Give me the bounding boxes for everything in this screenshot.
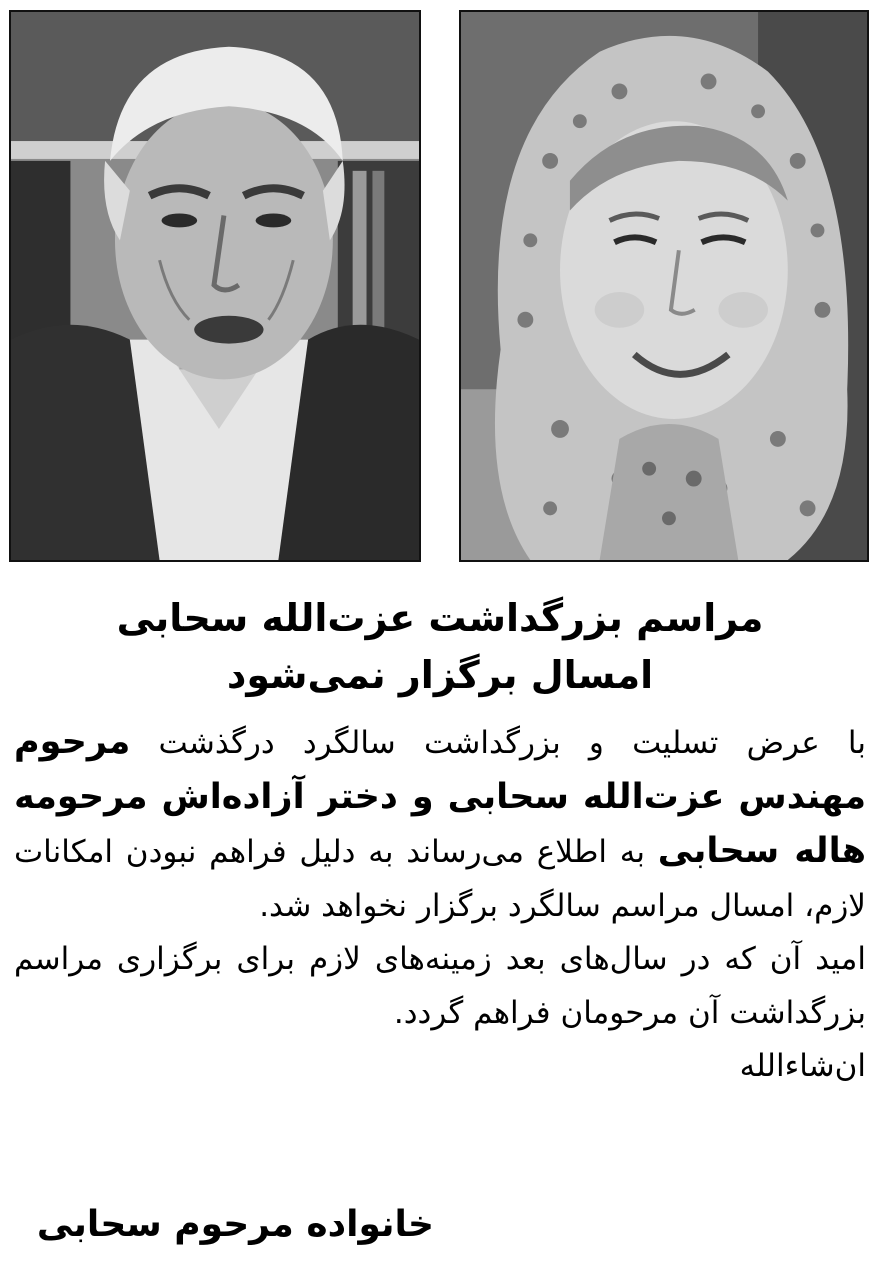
headline-line-1: مراسم بزرگداشت عزت‌الله سحابی [116,596,764,640]
announcement-paragraph-3: ان‌شاءالله [739,1048,866,1084]
portrait-photo-woman [459,10,869,562]
headline-line-2: امسال برگزار نمی‌شود [226,653,654,697]
deceased-names: مرحوم مهندس عزت‌الله سحابی و دختر آزاده‌اش مرحومه هاله سحابی [14,722,866,871]
paragraph-1-rest: به اطلاع می‌رساند به دلیل فراهم نبودن امکانات لازم، امسال مراسم سالگرد برگزار نخواهد شد. [14,834,866,924]
portrait-man-image [11,12,419,560]
announcement-body [14,716,866,1094]
paragraph-1-lead: با عرض تسلیت و بزرگداشت سالگرد درگذشت [130,725,866,761]
announcement-paragraph-1 [14,716,866,933]
signature: خانواده مرحوم سحابی [36,1204,434,1245]
announcement-paragraph-2: امید آن که در سال‌های بعد زمینه‌های لازم برای برگزاری مراسم بزرگداشت آن مرحومان فراهم گردد. [14,941,866,1031]
portrait-photo-man [9,10,421,562]
portrait-woman-image [461,12,867,560]
